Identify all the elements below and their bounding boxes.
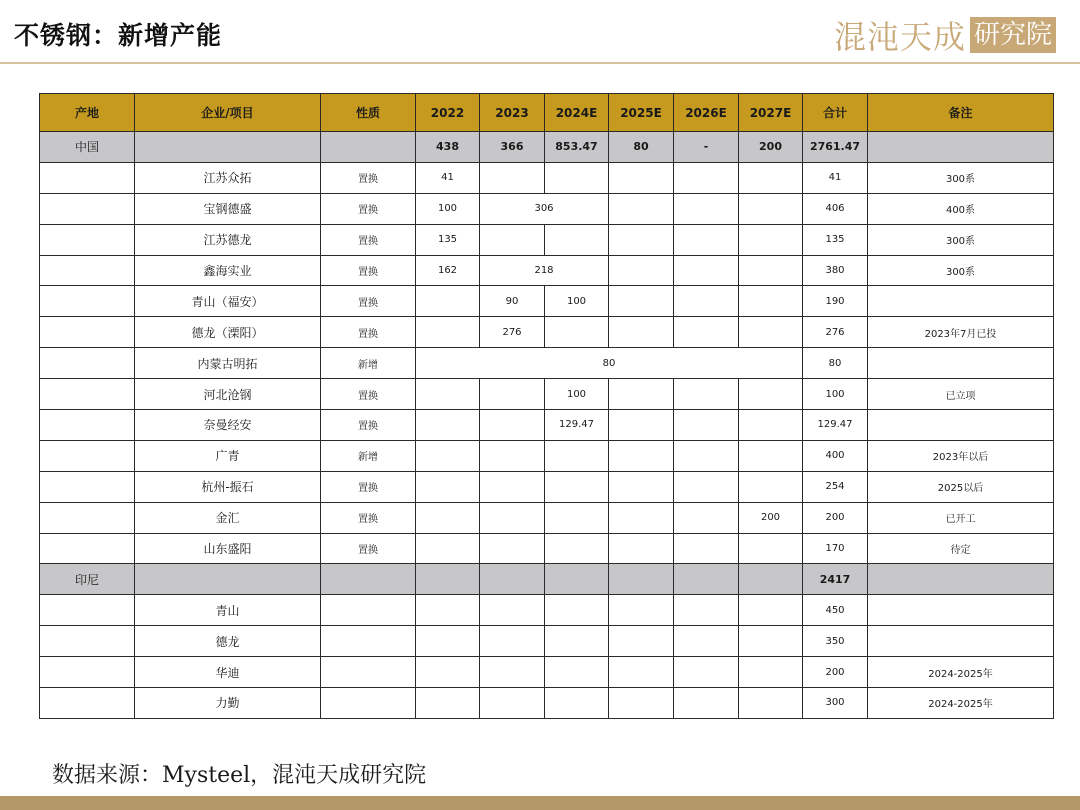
col-header: 2023 [480, 94, 545, 132]
table-row [40, 471, 1054, 502]
table-row [40, 317, 1054, 348]
cell [739, 688, 803, 719]
project-name: 山东盛阳 [135, 533, 321, 564]
cell: 100 [545, 286, 609, 317]
cell [416, 657, 480, 688]
capacity-table [39, 93, 1054, 719]
cell [40, 193, 135, 224]
total-cell: 350 [803, 626, 868, 657]
nature-cell [321, 626, 416, 657]
project-name: 江苏德龙 [135, 224, 321, 255]
cell [40, 471, 135, 502]
cell [674, 471, 739, 502]
nature-cell: 置换 [321, 193, 416, 224]
project-name: 杭州-振石 [135, 471, 321, 502]
table-row-group [40, 564, 1054, 595]
nature-cell: 置换 [321, 502, 416, 533]
cell [416, 317, 480, 348]
project-name: 力勤 [135, 688, 321, 719]
project-name: 青山（福安） [135, 286, 321, 317]
cell [545, 162, 609, 193]
cell [40, 348, 135, 379]
total-cell: 450 [803, 595, 868, 626]
total-cell: 200 [803, 657, 868, 688]
total-cell: 300 [803, 688, 868, 719]
table-row [40, 255, 1054, 286]
cell [609, 286, 674, 317]
cell [609, 255, 674, 286]
cell: 276 [480, 317, 545, 348]
cell [480, 688, 545, 719]
total-cell: 80 [803, 348, 868, 379]
cell [609, 502, 674, 533]
nature-cell [321, 688, 416, 719]
cell [609, 471, 674, 502]
cell [480, 626, 545, 657]
cell [545, 317, 609, 348]
cell [739, 193, 803, 224]
cell [674, 224, 739, 255]
cell [416, 595, 480, 626]
nature-cell: 置换 [321, 317, 416, 348]
nature-cell [321, 657, 416, 688]
cell [609, 657, 674, 688]
note-cell [868, 410, 1054, 441]
cell [609, 533, 674, 564]
cell [674, 193, 739, 224]
cell [480, 564, 545, 595]
brand-text: 混沌天成 [833, 18, 966, 56]
cell [480, 410, 545, 441]
note-cell: 2023年以后 [868, 440, 1054, 471]
cell [416, 410, 480, 441]
nature-cell [321, 595, 416, 626]
total-cell: 406 [803, 193, 868, 224]
cell [609, 595, 674, 626]
cell [416, 286, 480, 317]
cell: 200 [739, 132, 803, 163]
note-cell: 待定 [868, 533, 1054, 564]
cell [40, 162, 135, 193]
cell [609, 440, 674, 471]
cell [40, 502, 135, 533]
cell [40, 533, 135, 564]
cell [739, 410, 803, 441]
table-row [40, 657, 1054, 688]
cell [545, 440, 609, 471]
cell [480, 379, 545, 410]
cell [416, 379, 480, 410]
cell [416, 502, 480, 533]
cell: 41 [416, 162, 480, 193]
nature-cell: 置换 [321, 410, 416, 441]
col-header: 性质 [321, 94, 416, 132]
project-name: 奈曼经安 [135, 410, 321, 441]
cell [480, 595, 545, 626]
total-cell: 200 [803, 502, 868, 533]
cell [674, 379, 739, 410]
note-cell [868, 286, 1054, 317]
project-name: 河北沧钢 [135, 379, 321, 410]
table-row [40, 379, 1054, 410]
cell [674, 410, 739, 441]
cell [40, 255, 135, 286]
cell [739, 440, 803, 471]
note-cell [868, 595, 1054, 626]
cell [545, 533, 609, 564]
table-row [40, 286, 1054, 317]
cell: 200 [739, 502, 803, 533]
project-name: 德龙 [135, 626, 321, 657]
cell [40, 440, 135, 471]
cell [40, 410, 135, 441]
total-cell: 100 [803, 379, 868, 410]
cell [739, 162, 803, 193]
cell [739, 379, 803, 410]
cell [739, 286, 803, 317]
note-cell [868, 564, 1054, 595]
nature-cell: 置换 [321, 255, 416, 286]
slide-header [0, 0, 1080, 64]
cell: - [674, 132, 739, 163]
country-cell: 中国 [40, 132, 135, 163]
cell [40, 286, 135, 317]
cell [135, 564, 321, 595]
table-row [40, 410, 1054, 441]
cell [739, 224, 803, 255]
header-divider [0, 62, 1080, 64]
cell [609, 379, 674, 410]
cell [609, 162, 674, 193]
col-header: 2025E [609, 94, 674, 132]
merged-cell: 80 [416, 348, 803, 379]
cell [739, 595, 803, 626]
cell [674, 564, 739, 595]
total-cell: 400 [803, 440, 868, 471]
cell [480, 657, 545, 688]
merged-cell: 306 [480, 193, 609, 224]
project-name: 德龙（溧阳） [135, 317, 321, 348]
cell [739, 317, 803, 348]
cell [674, 162, 739, 193]
note-cell [868, 626, 1054, 657]
col-header: 2024E [545, 94, 609, 132]
total-cell: 380 [803, 255, 868, 286]
cell [674, 317, 739, 348]
cell [609, 193, 674, 224]
cell: 90 [480, 286, 545, 317]
cell [674, 440, 739, 471]
cell [545, 595, 609, 626]
cell [480, 471, 545, 502]
cell [321, 132, 416, 163]
note-cell: 2025以后 [868, 471, 1054, 502]
data-source-note: 数据来源：Mysteel，混沌天成研究院 [52, 763, 427, 788]
cell [739, 564, 803, 595]
total-cell: 254 [803, 471, 868, 502]
table-row [40, 162, 1054, 193]
cell [416, 688, 480, 719]
cell [545, 688, 609, 719]
cell [416, 564, 480, 595]
project-name: 青山 [135, 595, 321, 626]
cell [545, 626, 609, 657]
nature-cell: 置换 [321, 224, 416, 255]
col-header: 2026E [674, 94, 739, 132]
cell [480, 162, 545, 193]
col-header: 2022 [416, 94, 480, 132]
cell [674, 255, 739, 286]
cell [739, 626, 803, 657]
cell [40, 379, 135, 410]
total-cell: 190 [803, 286, 868, 317]
cell [480, 440, 545, 471]
cell: 366 [480, 132, 545, 163]
cell: 100 [545, 379, 609, 410]
cell: 438 [416, 132, 480, 163]
note-cell [868, 132, 1054, 163]
nature-cell: 置换 [321, 471, 416, 502]
table-header-row [40, 94, 1054, 132]
cell: 135 [416, 224, 480, 255]
col-header: 备注 [868, 94, 1054, 132]
cell [40, 224, 135, 255]
table-row-group [40, 132, 1054, 163]
footer-bar [0, 796, 1080, 810]
cell: 162 [416, 255, 480, 286]
cell [674, 286, 739, 317]
total-cell: 2417 [803, 564, 868, 595]
total-cell: 135 [803, 224, 868, 255]
total-cell: 276 [803, 317, 868, 348]
cell [40, 688, 135, 719]
cell [739, 471, 803, 502]
cell [40, 657, 135, 688]
cell [40, 317, 135, 348]
cell [545, 224, 609, 255]
project-name: 宝钢德盛 [135, 193, 321, 224]
note-cell: 已立项 [868, 379, 1054, 410]
total-cell: 170 [803, 533, 868, 564]
note-cell: 2023年7月已投 [868, 317, 1054, 348]
table-row [40, 626, 1054, 657]
cell [480, 533, 545, 564]
table-row [40, 348, 1054, 379]
cell [609, 410, 674, 441]
table-row [40, 688, 1054, 719]
project-name: 华迪 [135, 657, 321, 688]
page-title: 不锈钢：新增产能 [14, 21, 223, 50]
cell [674, 688, 739, 719]
capacity-table-container [39, 93, 1053, 719]
country-cell: 印尼 [40, 564, 135, 595]
note-cell [868, 348, 1054, 379]
project-name: 鑫海实业 [135, 255, 321, 286]
col-header: 合计 [803, 94, 868, 132]
cell [545, 564, 609, 595]
cell [609, 317, 674, 348]
cell [609, 564, 674, 595]
table-row [40, 193, 1054, 224]
project-name: 金汇 [135, 502, 321, 533]
nature-cell: 新增 [321, 348, 416, 379]
cell [739, 255, 803, 286]
cell [416, 440, 480, 471]
cell [674, 626, 739, 657]
cell [545, 657, 609, 688]
cell [674, 502, 739, 533]
table-row [40, 595, 1054, 626]
cell [609, 224, 674, 255]
table-row [40, 533, 1054, 564]
note-cell: 400系 [868, 193, 1054, 224]
cell [609, 688, 674, 719]
brand-logo [834, 12, 1056, 58]
total-cell: 129.47 [803, 410, 868, 441]
cell: 80 [609, 132, 674, 163]
cell: 129.47 [545, 410, 609, 441]
cell [416, 533, 480, 564]
nature-cell: 新增 [321, 440, 416, 471]
table-row [40, 440, 1054, 471]
project-name: 江苏众拓 [135, 162, 321, 193]
cell [545, 471, 609, 502]
note-cell: 2024-2025年 [868, 688, 1054, 719]
cell: 100 [416, 193, 480, 224]
col-header: 产地 [40, 94, 135, 132]
table-row [40, 502, 1054, 533]
cell [480, 502, 545, 533]
cell [416, 471, 480, 502]
total-cell: 41 [803, 162, 868, 193]
cell [674, 533, 739, 564]
col-header: 2027E [739, 94, 803, 132]
merged-cell: 218 [480, 255, 609, 286]
note-cell: 300系 [868, 224, 1054, 255]
cell [135, 132, 321, 163]
cell [674, 657, 739, 688]
note-cell: 2024-2025年 [868, 657, 1054, 688]
project-name: 广青 [135, 440, 321, 471]
cell [40, 595, 135, 626]
note-cell: 已开工 [868, 502, 1054, 533]
nature-cell: 置换 [321, 162, 416, 193]
nature-cell: 置换 [321, 533, 416, 564]
nature-cell: 置换 [321, 286, 416, 317]
note-cell: 300系 [868, 162, 1054, 193]
cell [545, 502, 609, 533]
cell [416, 626, 480, 657]
cell [674, 595, 739, 626]
total-cell: 2761.47 [803, 132, 868, 163]
cell [40, 626, 135, 657]
cell [609, 626, 674, 657]
note-cell: 300系 [868, 255, 1054, 286]
col-header: 企业/项目 [135, 94, 321, 132]
cell [739, 657, 803, 688]
cell [321, 564, 416, 595]
table-row [40, 224, 1054, 255]
cell: 853.47 [545, 132, 609, 163]
nature-cell: 置换 [321, 379, 416, 410]
brand-seal: 研究院 [970, 17, 1056, 53]
cell [480, 224, 545, 255]
project-name: 内蒙古明拓 [135, 348, 321, 379]
cell [739, 533, 803, 564]
